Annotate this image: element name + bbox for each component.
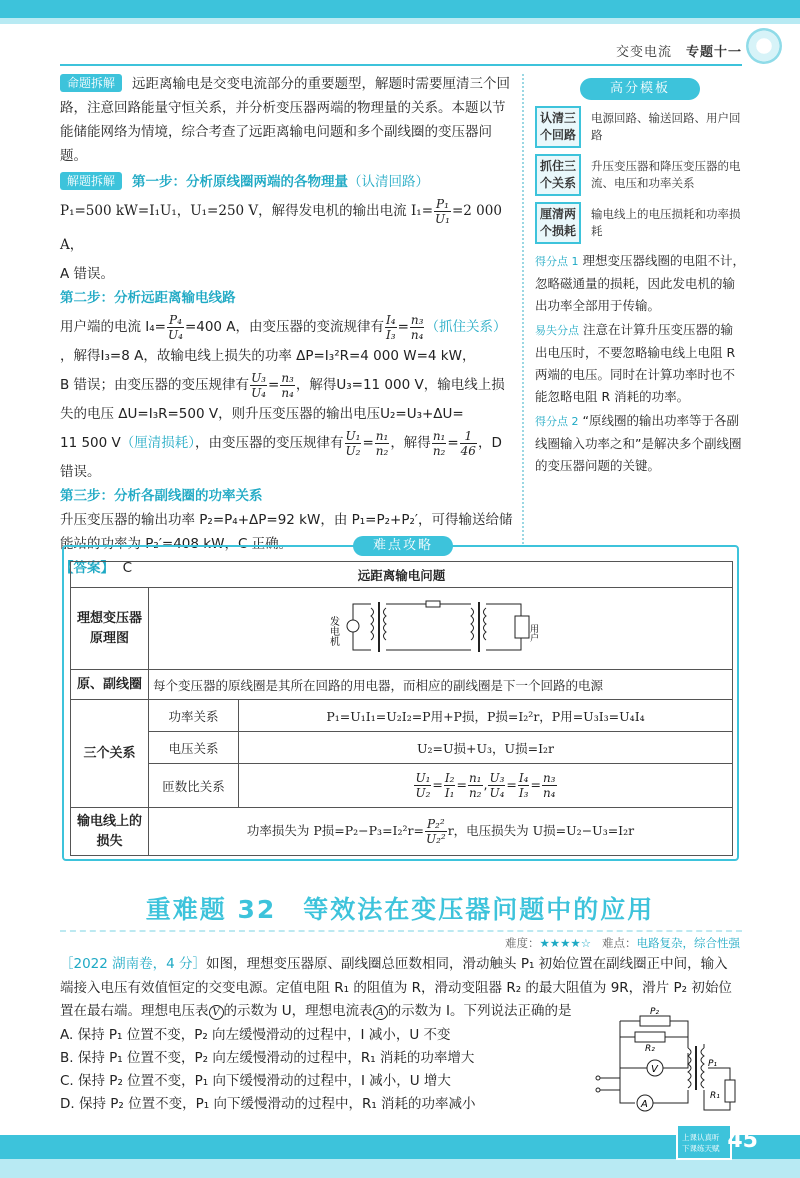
step2-eq2: B 错误；由变压器的变压规律有 $\frac{\text{U₃}}{\text{U₄}}$ = $\frac{\text{n₃}}{\text{n₄}}$ ，解得U₃=11 000 V，输电线上损	[60, 370, 505, 400]
ratio-formula: $\frac{\text{U₁}}{\text{U₂}}$ = $\frac{\text{I₂}}{\text{I₁}}$ = $\frac{\text{n₁}}{\text{n₂}}$ , $\frac{\text{U₃}}{\text{U₄}}$ = $\frac{\text{I₄}}{\text{I₃}}$ = $\frac{\text{n₃}}{\text{n₄}}$	[239, 764, 733, 808]
running-header	[616, 41, 742, 60]
section-title: 重难题 32 等效法在变压器问题中的应用	[145, 895, 655, 924]
footer-band-light	[0, 1159, 800, 1178]
ammeter-icon: A	[373, 1005, 388, 1020]
voltmeter-icon: V	[209, 1005, 224, 1020]
chapter-name: 交变电流	[615, 45, 672, 60]
step1-eq: P₁=500 kW=I₁U₁，U₁=250 V，解得发电机的输出电流 I₁= $\frac{\text{P₁}}{\text{U₁}}$ =2 000 A，	[60, 196, 502, 253]
header-band	[0, 0, 800, 18]
template-row: 抓住三个关系 升压变压器和降压变压器的电流、电压和功率关系	[535, 154, 745, 196]
circuit-diagram	[327, 590, 551, 664]
analysis-paragraph: 命题拆解 远距离输电是交变电流部分的重要题型，解题时需要厘清三个回路，注意回路能量守恒关系，并分析变压器两端的物理量的关系。本题以节能储能网络为情境，综合考查了远距离输电问题和多个副线圈的变压器问题。	[60, 76, 511, 164]
template-row: 厘清两个损耗 输电线上的电压损耗和功率损耗	[535, 202, 745, 244]
summary-table: 远距离输电问题 理想变压器原理图 发电机 用户 原、副线圈 每个变压器的原线圈是其所在回路的用电器，而相应的副线圈是下一个回路的电源 三个关系 功率关系 P₁=U₁I₁=U₂I₂=P用+P损，P损=I₂²r，P用=U₃I₃=U₄I₄ 电压关系 U₂=U损+U₃，U损=I₂r 匝数比关系 $\frac{\text{U₁}}{\text{U₂}}$ = $\frac{\text{I₂}}{\text{I₁}}$ = $\frac{\text{n₁}}{\text{n₂}}$ , $\frac{\text{U₃}}{\text{U₄}}$ = $\frac{\text{I₄}}{\text{I₃}}$ = $\frac{\text{n₃}}{\text{n₄}}$ 输电线上的损失 功率损失为 P损=P₂−P₃=I₂²r= $\frac{\text{P₂²}}{\text{U₂²}}$ r，电压损失为 U损=U₂−U₃=I₂r	[70, 561, 733, 856]
fraction: $\frac{\text{P₁}}{\text{U₁}}$	[435, 196, 450, 226]
option-a[interactable]: A. 保持 P₁ 位置不变，P₂ 向左缓慢滑动的过程中，I 减小，U 不变	[60, 1027, 451, 1043]
step2-end: 错误。	[60, 464, 101, 480]
difficulty-box	[62, 538, 739, 861]
column-divider	[522, 74, 524, 544]
options-list	[60, 1024, 580, 1116]
loss-formula: 功率损失为 P损=P₂−P₃=I₂²r= $\frac{\text{P₂²}}{\text{U₂²}}$ r，电压损失为 U损=U₂−U₃=I₂r	[149, 808, 733, 856]
template-row: 认清三个回路 电源回路、输送回路、用户回路	[535, 106, 745, 148]
option-b[interactable]: B. 保持 P₁ 位置不变，P₂ 向左缓慢滑动的过程中，R₁ 消耗的功率增大	[60, 1050, 475, 1066]
svg-text:P₂: P₂	[650, 1007, 660, 1017]
svg-text:R₁: R₁	[710, 1091, 720, 1101]
solution-pill: 解题拆解	[60, 172, 122, 190]
solution-column	[60, 72, 518, 580]
section-divider	[60, 930, 742, 932]
flower-icon	[746, 28, 782, 64]
svg-text:R₂: R₂	[645, 1044, 655, 1054]
step1-conclusion: A 错误。	[60, 266, 115, 282]
svg-text:A: A	[641, 1099, 648, 1110]
star-rating: ★★★★☆	[539, 936, 592, 950]
score-point-2: 得分点 2 “原线圈的输出功率等于各副线圈输入功率之和”是解决多个副线圈的变压器问题的关键。	[535, 413, 742, 473]
question-source: ［2022 湖南卷，4 分］	[60, 956, 207, 972]
score-point-1: 得分点 1 理想变压器线圈的电阻不计，忽略磁通量的损耗，因此发电机的输出功率全部用于传输。	[535, 253, 745, 313]
row-label: 理想变压器原理图	[71, 588, 149, 670]
question-circuit	[590, 1008, 750, 1118]
table-title: 远距离输电问题	[71, 562, 733, 588]
step2-heading: 第二步：分析远距离输电线路	[60, 290, 236, 306]
template-title: 高分模板	[580, 78, 700, 100]
analysis-pill: 命题拆解	[60, 74, 122, 92]
difficulty-rating: 难度：★★★★☆ 难点：电路复杂，综合性强	[504, 936, 740, 950]
step2-eq1: 用户端的电流 I₄= $\frac{\text{P₄}}{\text{U₄}}$ =400 A，由变压器的变流规律有 $\frac{\text{I₄}}{\text{I₃}}$ = $\frac{\text{n₃}}{\text{n₄}}$ （抓住关系）	[60, 312, 507, 342]
topic-name: 专题十一	[685, 45, 742, 60]
option-d[interactable]: D. 保持 P₂ 位置不变，P₁ 向下缓慢滑动的过程中，R₁ 消耗的功率减小	[60, 1096, 476, 1112]
step3-text: 升压变压器的输出功率 P₂=P₄+ΔP=92 kW，由 P₁=P₂+P₂′，可得输送给储能站的功率为 P₂′=408 kW，C 正确。	[60, 512, 513, 552]
step2-eq3: 11 500 V（厘清损耗），由变压器的变压规律有 $\frac{\text{U₁}}{\text{U₂}}$ = $\frac{\text{n₁}}{\text{n₂}}$ ，解得 $\frac{\text{n₁}}{\text{n₂}}$ = $\frac{1}{46}$ ，D	[60, 428, 502, 458]
template-column	[535, 72, 745, 477]
transformer-diagram	[149, 588, 733, 670]
answer-line: 【答案】 C	[60, 560, 133, 576]
svg-text:用户: 用户	[527, 624, 538, 642]
svg-text:发电机: 发电机	[327, 616, 338, 646]
option-c[interactable]: C. 保持 P₂ 位置不变，P₁ 向下缓慢滑动的过程中，I 减小，U 增大	[60, 1073, 451, 1089]
step2-line4: 失的电压 ΔU=I₃R=500 V，则升压变压器的输出电压U₂=U₃+ΔU=	[60, 406, 464, 422]
header-band-light	[0, 18, 800, 24]
step3-heading: 第三步：分析各副线圈的功率关系	[60, 488, 263, 504]
page-number: 45	[727, 1128, 758, 1153]
step2-line2: ，解得I₃=8 A，故输电线上损失的功率 ΔP=I₃²R=4 000 W=4 kW，	[60, 348, 476, 364]
error-point: 易失分点 注意在计算升压变压器的输出电压时，不要忽略输电线上电阻 R 两端的电压。同时在计算功率时也不能忽略电阻 R 消耗的功率。	[535, 322, 736, 404]
svg-text:P₁: P₁	[708, 1059, 718, 1069]
question-stem: ［2022 湖南卷，4 分］如图，理想变压器原、副线圈总匝数相同，滑动触头 P₁ 初始位置在副线圈正中间，输入端接入电压有效值恒定的交变电源。定值电阻 R₁ 的阻值为 R，滑动变阻器 R₂ 的最大阻值为 9R，滑片 P₂ 初始位置在最右端。理想电压表 V 的示数为 U，理想电流表 A 的示数为 I。下列说法正确的是	[60, 956, 732, 1019]
step1-line: 解题拆解 第一步：分析原线圈两端的各物理量（认清回路）	[60, 170, 518, 194]
footer-motto: 上课认真听 下课练天赋	[676, 1124, 732, 1160]
svg-text:V: V	[651, 1064, 658, 1075]
difficulty-tag: 难点攻略	[353, 536, 453, 556]
header-rule	[60, 64, 742, 66]
